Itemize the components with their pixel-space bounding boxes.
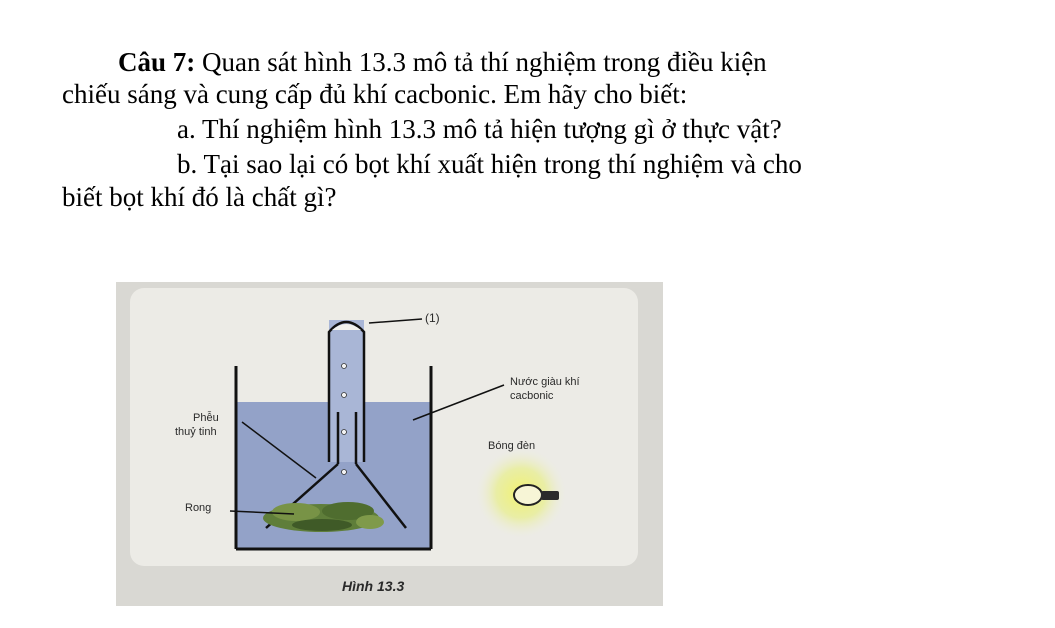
algae [263, 502, 384, 532]
question-line-1 [118, 46, 767, 78]
question-line-2: chiếu sáng và cung cấp đủ khí cacbonic. Em hãy cho biết: [62, 79, 688, 109]
figure-caption: Hình 13.3 [342, 578, 405, 594]
experiment-figure [116, 282, 663, 606]
label-water-line-1: Nước giàu khí [510, 376, 580, 388]
label-algae: Rong [185, 502, 212, 514]
label-funnel-line-1: Phễu [193, 412, 219, 424]
test-tube-fill [329, 320, 364, 462]
question-part-b: b. Tại sao lại có bọt khí xuất hiện trong thí nghiệm và cho [177, 149, 802, 179]
question-part-a: a. Thí nghiệm hình 13.3 mô tả hiện tượng gì ở thực vật? [177, 114, 782, 144]
label-1: (1) [425, 311, 440, 325]
question-label: Câu 7: [118, 47, 196, 77]
label-funnel-line-2: thuỷ tinh [175, 426, 217, 438]
label-bulb: Bóng đèn [488, 440, 536, 452]
question-line-1-text: Quan sát hình 13.3 mô tả thí nghiệm trong điều kiện [195, 47, 767, 77]
question-line-5: biết bọt khí đó là chất gì? [62, 182, 337, 212]
label-water-line-2: cacbonic [510, 390, 554, 402]
